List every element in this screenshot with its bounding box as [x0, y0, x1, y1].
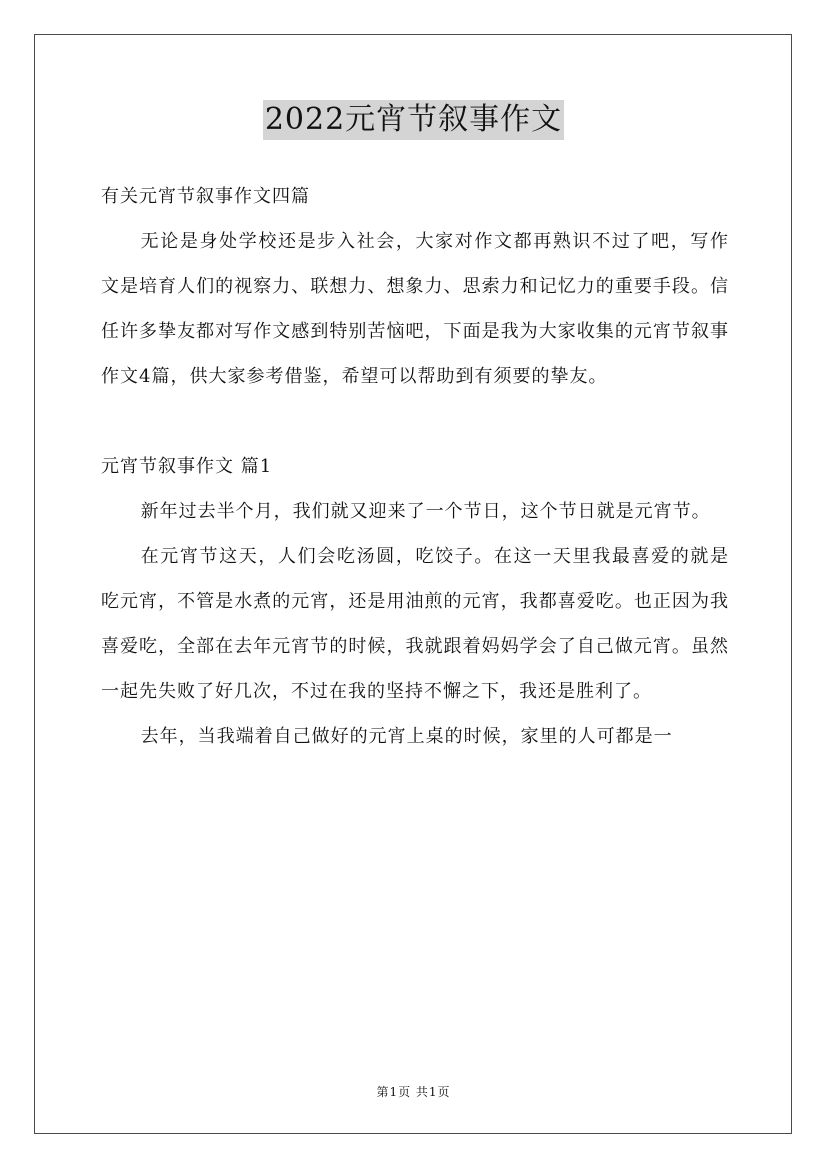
document-title: 2022元宵节叙事作文	[263, 100, 564, 140]
body-paragraph: 新年过去半个月，我们就又迎来了一个节日，这个节日就是元宵节。	[140, 501, 711, 522]
subtitle: 有关元宵节叙事作文四篇	[101, 186, 310, 207]
document-body	[101, 174, 729, 759]
page-footer: 第1页 共1页	[376, 1085, 451, 1099]
section-heading: 元宵节叙事作文 篇1	[101, 456, 273, 477]
body-paragraph: 在元宵节这天，人们会吃汤圆，吃饺子。在这一天里我最喜爱的就是吃元宵，不管是水煮的元宵，还是用油煎的元宵，我都喜爱吃。也正因为我喜爱吃，全部在去年元宵节的时候，我就跟着妈妈学会了自己做元宵。虽然一起先失败了好几次，不过在我的坚持不懈之下，我还是胜利了。	[101, 546, 729, 702]
intro-paragraph: 无论是身处学校还是步入社会，大家对作文都再熟识不过了吧，写作文是培育人们的视察力、联想力、想象力、思索力和记忆力的重要手段。信任许多挚友都对写作文感到特别苦恼吧，下面是我为大家收集的元宵节叙事作文4篇，供大家参考借鉴，希望可以帮助到有须要的挚友。	[101, 231, 729, 387]
body-paragraph: 去年，当我端着自己做好的元宵上桌的时候，家里的人可都是一	[140, 726, 673, 747]
title-container	[0, 100, 827, 140]
blank-line	[101, 399, 729, 444]
